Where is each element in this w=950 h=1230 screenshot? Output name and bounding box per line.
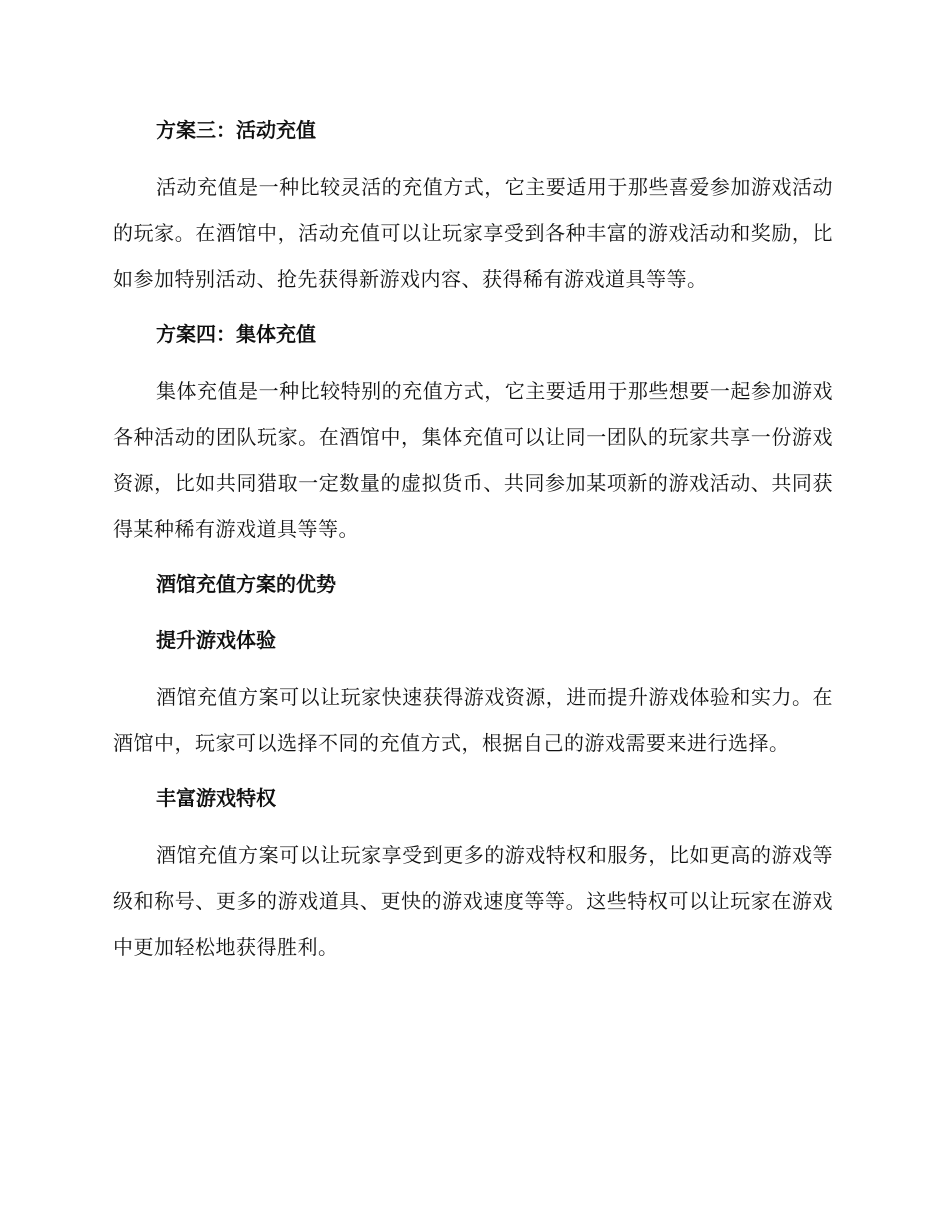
spacer bbox=[113, 820, 833, 832]
spacer bbox=[113, 152, 833, 164]
spacer bbox=[113, 356, 833, 368]
spacer bbox=[113, 766, 833, 776]
section-heading-experience: 提升游戏体验 bbox=[156, 628, 276, 652]
spacer bbox=[113, 606, 833, 618]
section-heading-plan-4: 方案四：集体充值 bbox=[156, 322, 316, 346]
section-heading-privileges: 丰富游戏特权 bbox=[156, 786, 276, 810]
section-paragraph-plan-3: 活动充值是一种比较灵活的充值方式，它主要适用于那些喜爱参加游戏活动的玩家。在酒馆中，活动充值可以让玩家享受到各种丰富的游戏活动和奖励，比如参加特别活动、抢先获得新游戏内容、获得稀有游戏道具等等。 bbox=[113, 175, 833, 291]
section-paragraph-plan-4: 集体充值是一种比较特别的充值方式，它主要适用于那些想要一起参加游戏各种活动的团队玩家。在酒馆中，集体充值可以让同一团队的玩家共享一份游戏资源，比如共同猎取一定数量的虚拟货币、共同参加某项新的游戏活动、共同获得某种稀有游戏道具等等。 bbox=[113, 379, 833, 541]
section-heading-advantages: 酒馆充值方案的优势 bbox=[156, 572, 336, 596]
document-page bbox=[113, 108, 833, 970]
section-paragraph-experience: 酒馆充值方案可以让玩家快速获得游戏资源，进而提升游戏体验和实力。在酒馆中，玩家可以选择不同的充值方式，根据自己的游戏需要来进行选择。 bbox=[113, 685, 833, 755]
spacer bbox=[113, 662, 833, 674]
spacer bbox=[113, 552, 833, 562]
spacer bbox=[113, 302, 833, 312]
section-heading-plan-3: 方案三：活动充值 bbox=[156, 118, 316, 142]
section-paragraph-privileges: 酒馆充值方案可以让玩家享受到更多的游戏特权和服务，比如更高的游戏等级和称号、更多的游戏道具、更快的游戏速度等等。这些特权可以让玩家在游戏中更加轻松地获得胜利。 bbox=[113, 843, 833, 959]
